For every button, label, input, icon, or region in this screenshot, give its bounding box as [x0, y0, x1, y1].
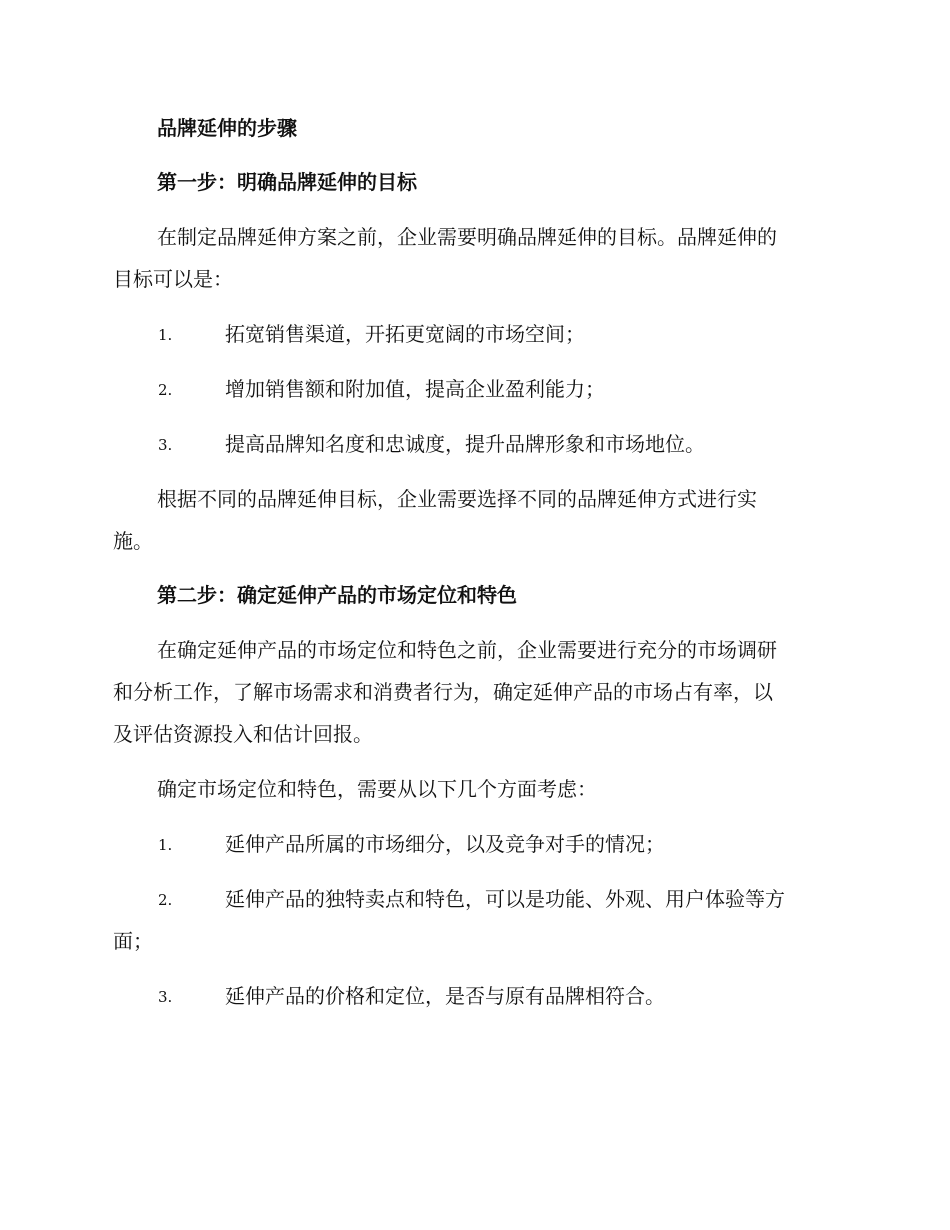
step1-intro-line2: 目标可以是： [113, 267, 233, 291]
step2-intro-line3: 及评估资源投入和估计回报。 [113, 722, 373, 746]
step2-intro-line2: 和分析工作，了解市场需求和消费者行为，确定延伸产品的市场占有率，以 [113, 680, 773, 704]
step2-heading: 第二步：确定延伸产品的市场定位和特色 [157, 583, 517, 607]
step1-item-2-number: 2. [158, 381, 173, 399]
step2-item-2-text: 延伸产品的独特卖点和特色，可以是功能、外观、用户体验等方 [225, 887, 785, 911]
step2-intro-line1: 在确定延伸产品的市场定位和特色之前，企业需要进行充分的市场调研 [157, 638, 777, 662]
step2-item-3-text: 延伸产品的价格和定位，是否与原有品牌相符合。 [225, 984, 665, 1008]
step2-item-2-text-continued: 面； [113, 929, 153, 953]
step2-lead: 确定市场定位和特色，需要从以下几个方面考虑： [157, 777, 597, 801]
step1-item-2-text: 增加销售额和附加值，提高企业盈利能力； [225, 377, 605, 401]
step2-item-2-number: 2. [158, 891, 173, 909]
step1-outro-line2: 施。 [113, 529, 153, 553]
step1-intro-line1: 在制定品牌延伸方案之前，企业需要明确品牌延伸的目标。品牌延伸的 [157, 225, 777, 249]
step1-outro-line1: 根据不同的品牌延伸目标，企业需要选择不同的品牌延伸方式进行实 [157, 487, 757, 511]
step1-item-1-text: 拓宽销售渠道，开拓更宽阔的市场空间； [225, 322, 585, 346]
step2-item-1-text: 延伸产品所属的市场细分，以及竞争对手的情况； [225, 832, 665, 856]
step1-item-3-text: 提高品牌知名度和忠诚度，提升品牌形象和市场地位。 [225, 432, 705, 456]
step1-item-1-number: 1. [158, 326, 173, 344]
document-title: 品牌延伸的步骤 [157, 116, 297, 140]
step1-heading: 第一步：明确品牌延伸的目标 [157, 170, 417, 194]
step2-item-1-number: 1. [158, 836, 173, 854]
step1-item-3-number: 3. [158, 436, 173, 454]
step2-item-3-number: 3. [158, 988, 173, 1006]
